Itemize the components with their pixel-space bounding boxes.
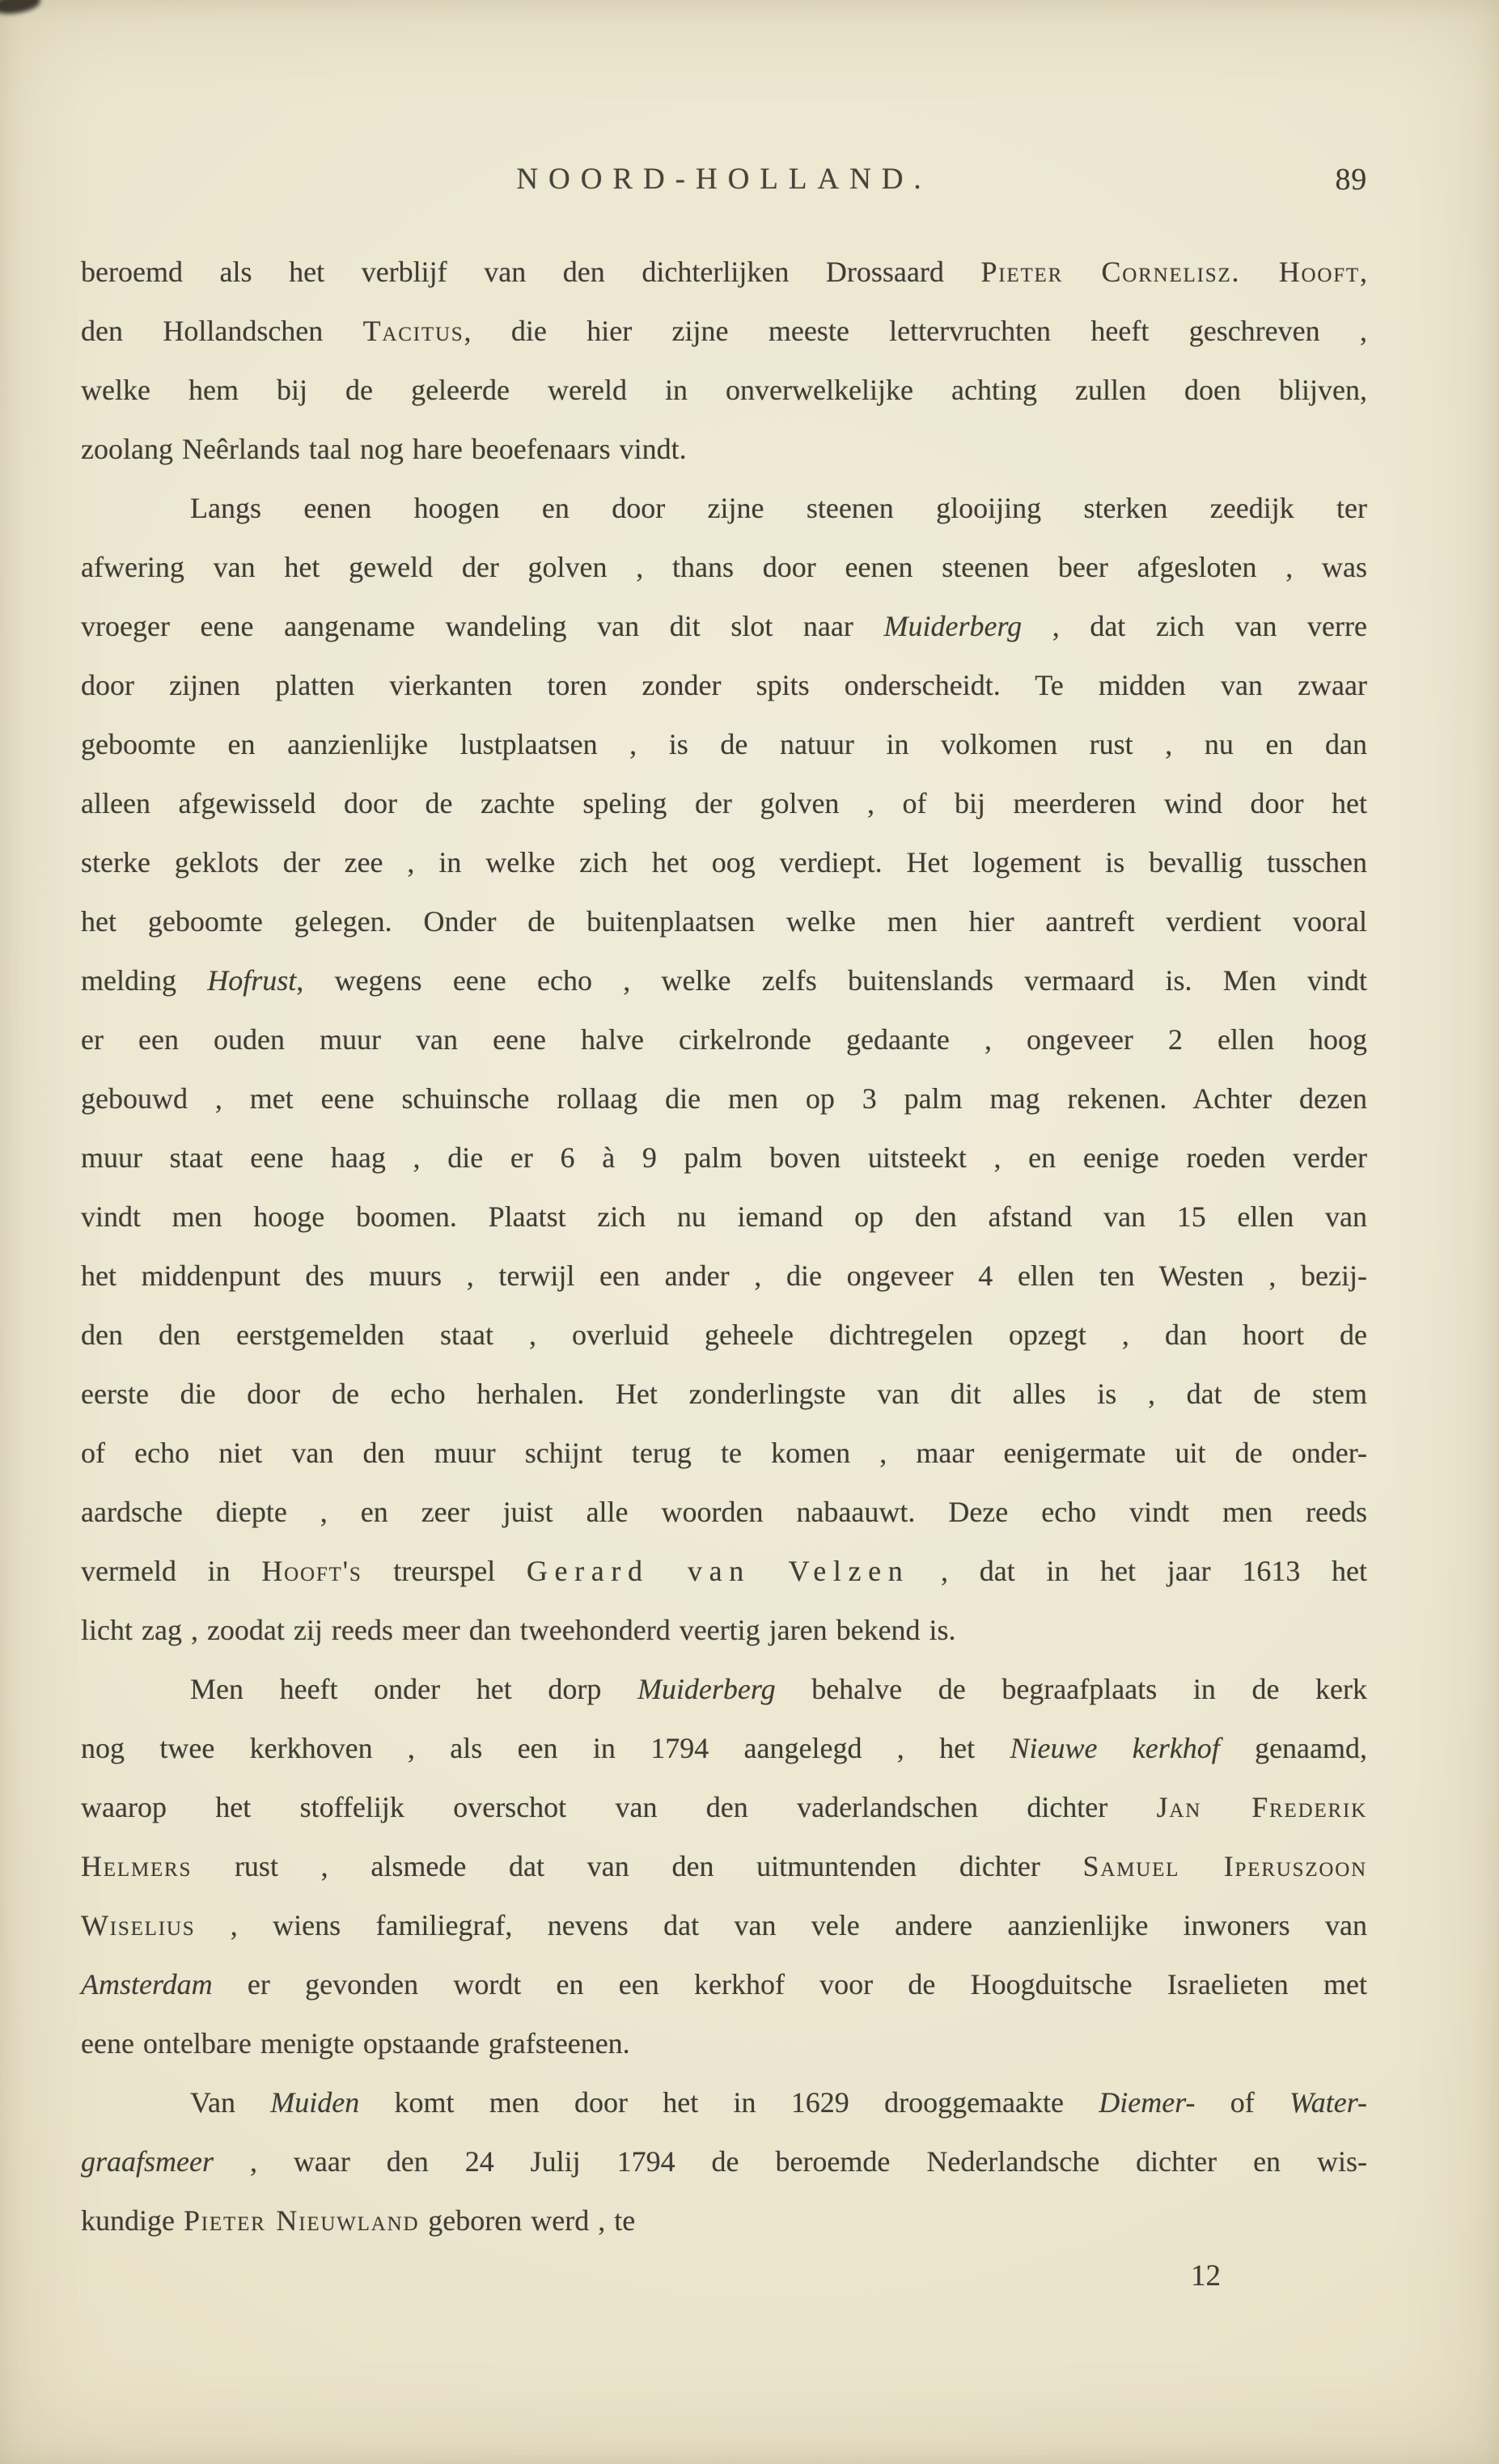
text-run: gebouwd , met eene schuinsche rollaag die men op 3 palm mag rekenen. Achter dezen xyxy=(81,1082,1367,1115)
text-line xyxy=(81,243,1367,302)
italic-text-run: graafsmeer xyxy=(81,2145,214,2178)
text-run: of xyxy=(1195,2086,1290,2119)
text-run: Langs eenen hoogen en door zijne steenen glooijing sterken zeedijk ter xyxy=(190,492,1367,524)
text-run: behalve de begraafplaats in de kerk xyxy=(775,1673,1367,1705)
italic-text-run: Muiderberg xyxy=(883,610,1023,642)
text-run: welke hem bij de geleerde wereld in onverwelkelijke achting zullen doen blijven, xyxy=(81,374,1367,406)
text-line xyxy=(81,361,1367,420)
text-line xyxy=(81,1896,1367,1955)
text-line xyxy=(81,2191,1367,2250)
smallcaps-name-run: Jan Frederik xyxy=(1156,1791,1367,1823)
text-line xyxy=(81,656,1367,715)
text-run: zoolang Neêrlands taal nog hare beoefenaars vindt. xyxy=(81,433,687,465)
text-run: geboomte en aanzienlijke lustplaatsen , is de natuur in volkomen rust , nu en dan xyxy=(81,728,1367,760)
text-line xyxy=(81,951,1367,1010)
text-line xyxy=(81,1955,1367,2014)
text-line xyxy=(81,1128,1367,1188)
text-line xyxy=(81,1069,1367,1128)
text-run: vindt men hooge boomen. Plaatst zich nu iemand op den afstand van 15 ellen van xyxy=(81,1200,1367,1233)
italic-text-run: Diemer- xyxy=(1099,2086,1196,2119)
text-run: door zijnen platten vierkanten toren zonder spits onderscheidt. Te midden van zwaar xyxy=(81,669,1367,701)
text-line xyxy=(81,420,1367,479)
text-run: afwering van het geweld der golven , thans door eenen steenen beer afgesloten , was xyxy=(81,551,1367,583)
text-line xyxy=(81,302,1367,361)
text-run: muur staat eene haag , die er 6 à 9 palm boven uitsteekt , en eenige roeden verder xyxy=(81,1141,1367,1174)
text-run: den Hollandschen xyxy=(81,315,363,347)
text-run: het middenpunt des muurs , terwijl een ander , die ongeveer 4 ellen ten Westen , bezij- xyxy=(81,1260,1367,1292)
running-header-title: NOORD-HOLLAND. xyxy=(516,163,932,196)
text-run: , dat in het jaar 1613 het xyxy=(909,1555,1368,1587)
text-run: , waar den 24 Julij 1794 de beroemde Nederlandsche dichter en wis- xyxy=(214,2145,1367,2178)
running-head xyxy=(81,159,1367,201)
text-line xyxy=(81,1365,1367,1424)
page-body xyxy=(81,243,1367,2250)
text-run: , die hier zijne meeste lettervruchten heeft geschreven , xyxy=(464,315,1367,347)
italic-text-run: Muiden xyxy=(270,2086,360,2119)
italic-text-run: Hofrust xyxy=(207,964,297,997)
smallcaps-name-run: Pieter Cornelisz. Hooft xyxy=(980,256,1360,288)
text-run: , wiens familiegraf, nevens dat van vele andere aanzienlijke inwoners van xyxy=(195,1909,1367,1941)
text-line xyxy=(81,2073,1367,2132)
text-run: rust , alsmede dat van den uitmuntenden dichter xyxy=(192,1850,1083,1882)
text-run: Men heeft onder het dorp xyxy=(190,1673,637,1705)
text-run: komt men door het in 1629 drooggemaakte xyxy=(359,2086,1099,2119)
text-line xyxy=(81,1188,1367,1247)
text-run: genaamd, xyxy=(1219,1732,1368,1764)
italic-text-run: Muiderberg xyxy=(637,1673,776,1705)
text-run: sterke geklots der zee , in welke zich het oog verdiept. Het logement is bevallig tusschen xyxy=(81,846,1367,878)
text-run: , wegens eene echo , welke zelfs buitenslands vermaard is. Men vindt xyxy=(296,964,1368,997)
text-run: of echo niet van den muur schijnt terug te komen , maar eenigermate uit de onder- xyxy=(81,1437,1367,1469)
italic-text-run: Nieuwe kerkhof xyxy=(1010,1732,1220,1764)
text-run: aardsche diepte , en zeer juist alle woorden nabaauwt. Deze echo vindt men reeds xyxy=(81,1496,1367,1528)
text-line xyxy=(81,1010,1367,1069)
text-line xyxy=(81,2014,1367,2073)
smallcaps-name-run: Wiselius xyxy=(81,1909,196,1941)
text-line xyxy=(81,1542,1367,1601)
signature-mark: 12 xyxy=(1191,2259,1221,2293)
smallcaps-name-run: Hooft's xyxy=(261,1555,362,1587)
text-line xyxy=(81,1660,1367,1719)
text-run: eene ontelbare menigte opstaande grafsteenen. xyxy=(81,2027,630,2060)
text-line xyxy=(81,1306,1367,1365)
smallcaps-name-run: Tacitus xyxy=(362,315,464,347)
text-run: alleen afgewisseld door de zachte speling der golven , of bij meerderen wind door het xyxy=(81,787,1367,819)
text-run: beroemd als het verblijf van den dichterlijken Drossaard xyxy=(81,256,981,288)
letterspaced-title-run: Gerard van Velzen xyxy=(526,1555,910,1587)
text-run: melding xyxy=(81,964,208,997)
text-line xyxy=(81,1483,1367,1542)
smallcaps-name-run: Pieter Nieuwland xyxy=(183,2204,420,2237)
text-line xyxy=(81,833,1367,892)
text-run: nog twee kerkhoven , als een in 1794 aangelegd , het xyxy=(81,1732,1010,1764)
italic-text-run: Amsterdam xyxy=(81,1968,213,2000)
text-run: er een ouden muur van eene halve cirkelronde gedaante , ongeveer 2 ellen hoog xyxy=(81,1023,1367,1056)
smallcaps-name-run: Samuel Iperuszoon xyxy=(1082,1850,1367,1882)
scan-edge-artifact xyxy=(0,0,42,17)
text-line xyxy=(81,479,1367,538)
text-run: vroeger eene aangename wandeling van dit slot naar xyxy=(81,610,884,642)
text-line xyxy=(81,538,1367,597)
text-run: waarop het stoffelijk overschot van den vaderlandschen dichter xyxy=(81,1791,1157,1823)
text-line xyxy=(81,1837,1367,1896)
text-line xyxy=(81,774,1367,833)
text-line xyxy=(81,1719,1367,1778)
text-line xyxy=(81,1778,1367,1837)
text-line xyxy=(81,892,1367,951)
page-number: 89 xyxy=(1335,163,1367,197)
text-run: geboren werd , te xyxy=(419,2204,636,2237)
text-run: kundige xyxy=(81,2204,184,2237)
text-run: , dat zich van verre xyxy=(1022,610,1367,642)
text-line xyxy=(81,715,1367,774)
text-run: er gevonden wordt en een kerkhof voor de Hoogduitsche Israelieten met xyxy=(212,1968,1367,2000)
text-line xyxy=(81,1601,1367,1660)
text-line xyxy=(81,1247,1367,1306)
text-line xyxy=(81,2132,1367,2191)
text-run: treurspel xyxy=(362,1555,527,1587)
text-run: vermeld in xyxy=(81,1555,262,1587)
smallcaps-name-run: Helmers xyxy=(81,1850,193,1882)
text-run: , xyxy=(1360,256,1367,288)
italic-text-run: Water- xyxy=(1289,2086,1367,2119)
text-run: licht zag , zoodat zij reeds meer dan tweehonderd veertig jaren bekend is. xyxy=(81,1614,956,1646)
text-run: Van xyxy=(190,2086,271,2119)
text-line xyxy=(81,597,1367,656)
text-run: eerste die door de echo herhalen. Het zonderlingste van dit alles is , dat de stem xyxy=(81,1378,1367,1410)
text-run: het geboomte gelegen. Onder de buitenplaatsen welke men hier aantreft verdient vooral xyxy=(81,905,1367,938)
text-line xyxy=(81,1424,1367,1483)
text-run: den den eerstgemelden staat , overluid geheele dichtregelen opzegt , dan hoort de xyxy=(81,1319,1367,1351)
